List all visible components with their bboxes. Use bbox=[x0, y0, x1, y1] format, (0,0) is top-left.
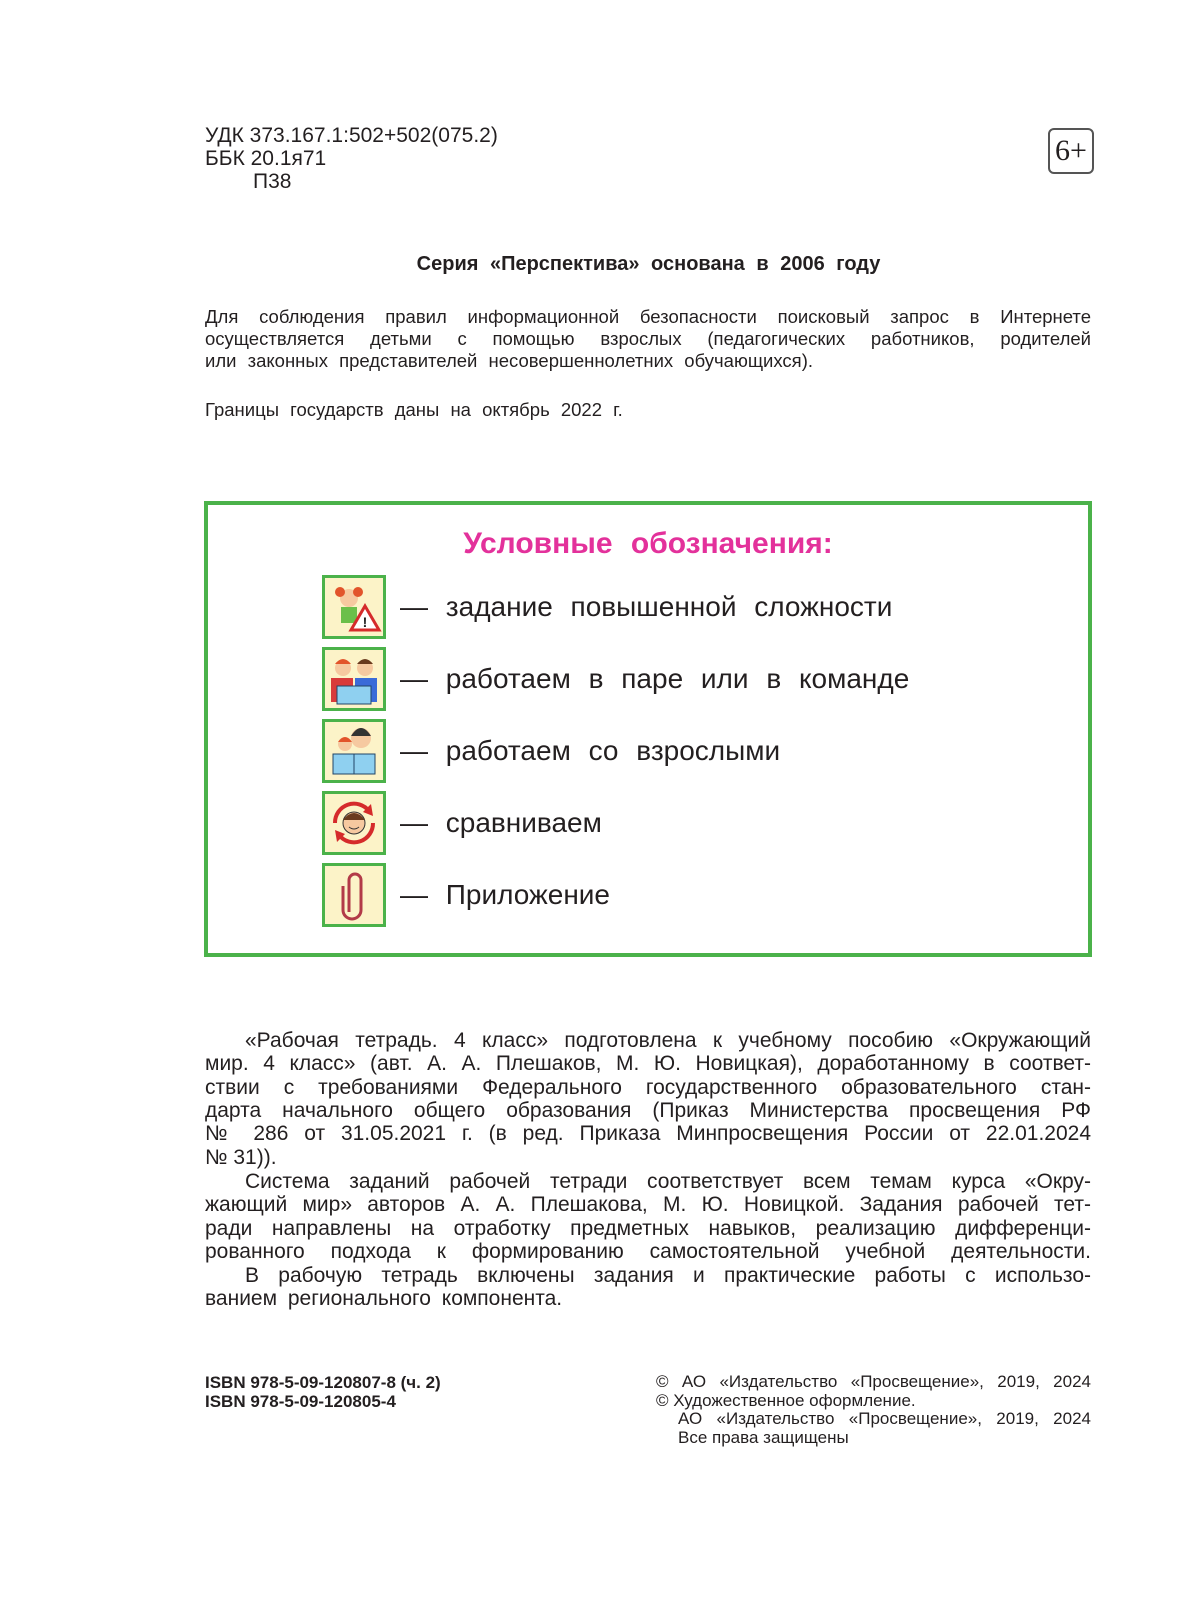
text-line: или законных представителей несовершеннолетних обучающихся). bbox=[205, 350, 814, 371]
bbk-code: ББК 20.1я71 bbox=[205, 147, 327, 170]
text-line: № 286 от 31.05.2021 г. (в ред. Приказа Минпросвещения России от 22.01.2024 bbox=[205, 1122, 1091, 1145]
borders-note: Границы государств даны на октябрь 2022 г. bbox=[205, 399, 623, 420]
author-mark: П38 bbox=[253, 170, 292, 193]
copyright-block bbox=[656, 1373, 1091, 1447]
text-line: ради направлены на отработку предметных навыков, реализацию дифференци- bbox=[205, 1217, 1091, 1240]
isbn-part: ISBN 978-5-09-120807-8 (ч. 2) bbox=[205, 1373, 441, 1392]
series-heading: Серия «Перспектива» основана в 2006 году bbox=[416, 253, 881, 275]
legend-title: Условные обозначения: bbox=[463, 527, 833, 560]
classification-codes bbox=[205, 124, 498, 193]
text-line: рованного подхода к формированию самостоятельной учебной деятельности. bbox=[205, 1240, 1091, 1263]
paperclip-icon bbox=[322, 863, 386, 927]
text-line: ванием регионального компонента. bbox=[205, 1287, 563, 1310]
text-line: В рабочую тетрадь включены задания и практические работы с использо- bbox=[245, 1264, 1091, 1287]
text-line: осуществляется детьми с помощью взрослых (педагогических работников, родителей bbox=[205, 328, 1091, 349]
pair-work-icon bbox=[322, 647, 386, 711]
text-line: Для соблюдения правил информационной безопасности поисковый запрос в Интернете bbox=[205, 306, 1091, 327]
legend-item bbox=[322, 863, 610, 927]
legend-item bbox=[322, 647, 909, 711]
text-line: Система заданий рабочей тетради соответствует всем темам курса «Окру- bbox=[245, 1170, 1091, 1193]
advanced-task-icon bbox=[322, 575, 386, 639]
copyright-line: АО «Издательство «Просвещение», 2019, 2024 bbox=[678, 1409, 1091, 1428]
copyright-line: © Художественное оформление. bbox=[656, 1390, 916, 1410]
legend-text: — задание повышенной сложности bbox=[400, 591, 893, 622]
age-rating-badge: 6+ bbox=[1048, 128, 1094, 174]
copyright-line: © АО «Издательство «Просвещение», 2019, 2024 bbox=[656, 1372, 1091, 1391]
copyright-line: Все права защищены bbox=[678, 1427, 849, 1447]
text-line: дарта начального общего образования (Приказ Министерства просвещения РФ bbox=[205, 1099, 1091, 1122]
legend-text: — Приложение bbox=[400, 879, 611, 910]
svg-text:!: ! bbox=[362, 614, 368, 630]
isbn-set: ISBN 978-5-09-120805-4 bbox=[205, 1392, 396, 1411]
legend-box bbox=[204, 501, 1092, 957]
text-line: жающий мир» авторов А. А. Плешакова, М. Ю. Новицкой. Задания рабочей тет- bbox=[205, 1193, 1091, 1216]
compare-icon bbox=[322, 791, 386, 855]
text-line: № 31)). bbox=[205, 1146, 277, 1169]
legend-item bbox=[322, 575, 892, 639]
isbn-block bbox=[205, 1373, 441, 1411]
text-line: ствии с требованиями Федерального государственного образовательного стан- bbox=[205, 1076, 1091, 1099]
legend-text: — сравниваем bbox=[400, 807, 602, 838]
udk-code: УДК 373.167.1:502+502(075.2) bbox=[205, 124, 498, 147]
adults-work-icon bbox=[322, 719, 386, 783]
text-line: «Рабочая тетрадь. 4 класс» подготовлена к учебному пособию «Окружающий bbox=[245, 1029, 1091, 1052]
legend-item bbox=[322, 791, 602, 855]
text-line: мир. 4 класс» (авт. А. А. Плешаков, М. Ю. Новицкая), доработанному в соответ- bbox=[205, 1052, 1091, 1075]
legend-text: — работаем со взрослыми bbox=[400, 735, 781, 766]
legend-text: — работаем в паре или в команде bbox=[400, 663, 910, 694]
legend-item bbox=[322, 719, 780, 783]
